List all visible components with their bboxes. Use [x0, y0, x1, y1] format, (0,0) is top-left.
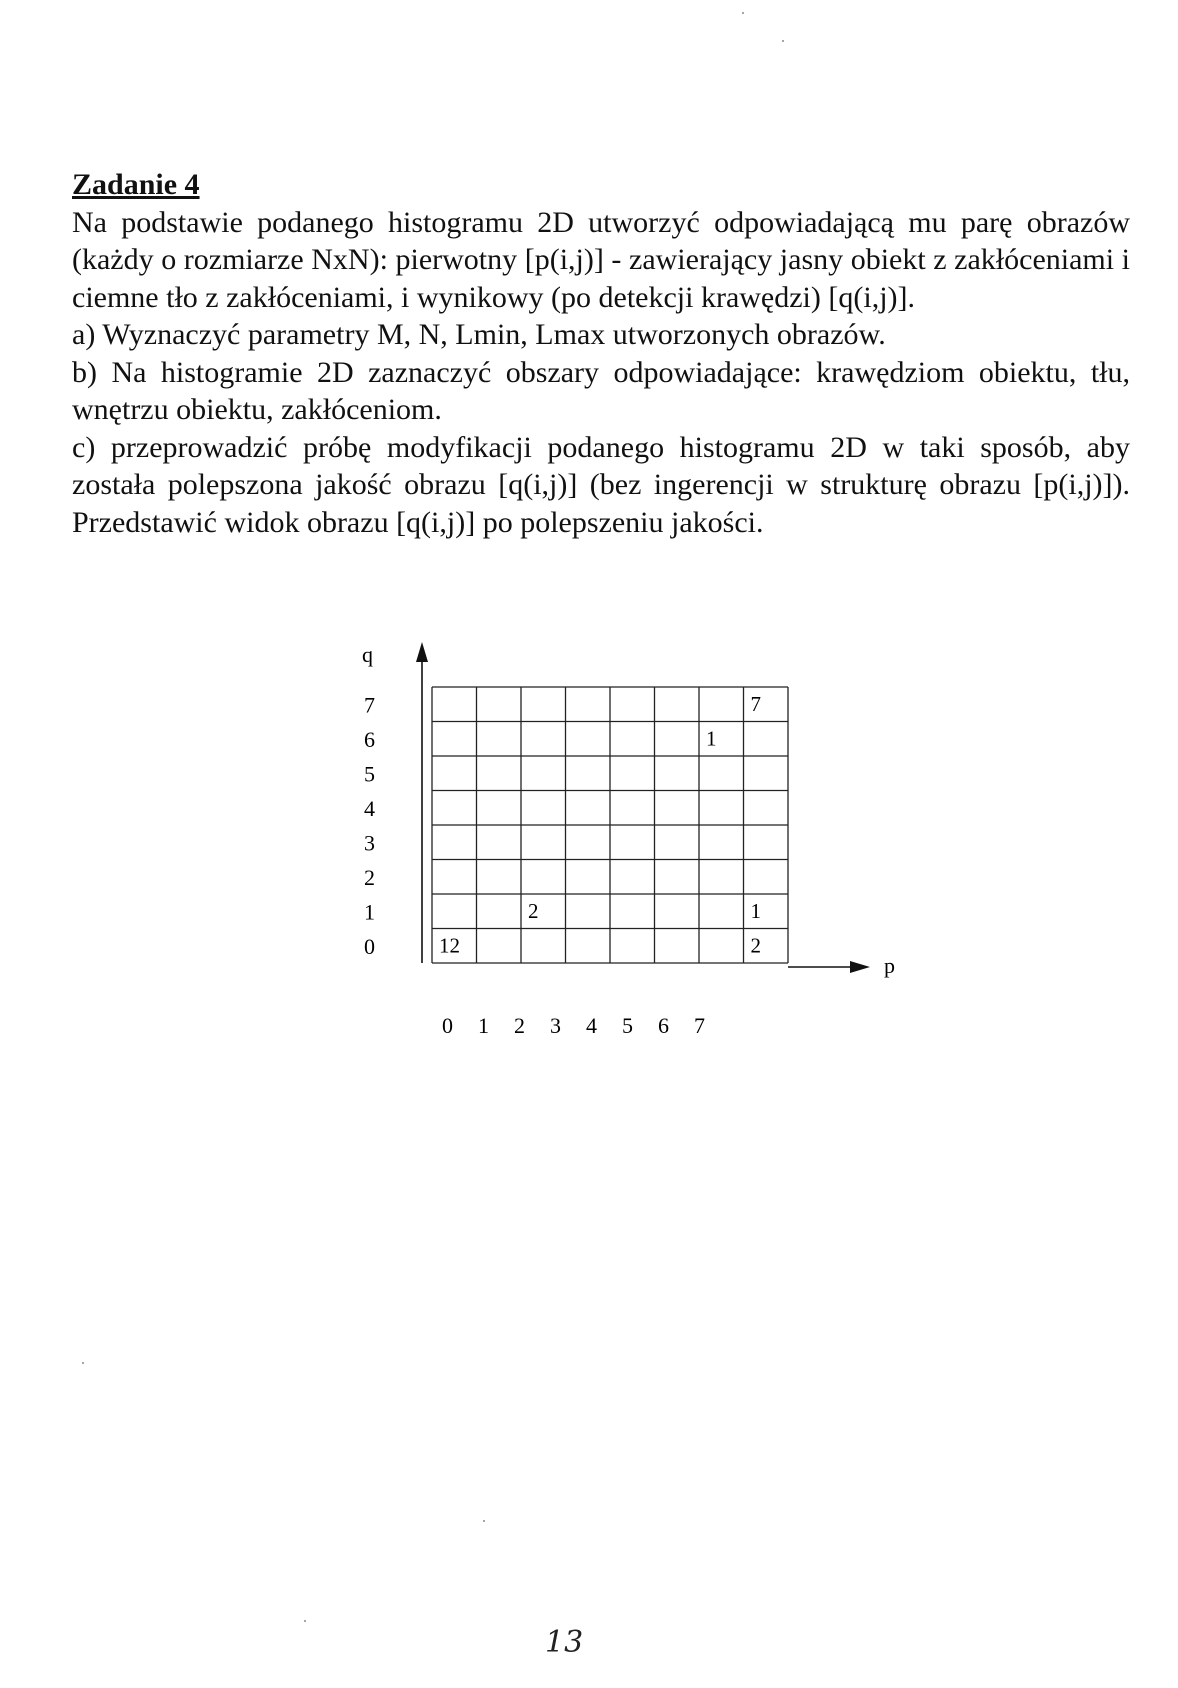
- histogram-cell-value: 12: [439, 933, 460, 958]
- y-tick-label: 4: [364, 795, 375, 821]
- subtask-c: c) przeprowadzić próbę modyfikacji podanego histogramu 2D w taki sposób, aby została polepszona jakość obrazu [q(i,j)] (bez ingerencji w strukturę obrazu [p(i,j)]). Przedstawić widok obrazu [q(i,j)] po polepszeniu jakości.: [72, 430, 1130, 539]
- y-tick-label: 0: [364, 933, 375, 959]
- histogram-cell-value: 7: [750, 692, 761, 716]
- y-tick-label: 7: [364, 692, 375, 718]
- y-tick-label: 1: [364, 899, 375, 925]
- q-axis-label: q: [362, 642, 373, 667]
- x-tick-label: 2: [514, 1013, 525, 1038]
- x-tick-label: 4: [586, 1013, 597, 1038]
- y-tick-label: 5: [364, 761, 375, 787]
- y-tick-label: 6: [364, 726, 375, 752]
- histogram-cell-value: 2: [528, 899, 539, 923]
- histogram-cell-value: 1: [750, 899, 761, 923]
- y-tick-label: 3: [364, 830, 375, 856]
- y-tick-label: 2: [364, 864, 375, 890]
- x-tick-label: 1: [478, 1013, 489, 1038]
- task-intro: Na podstawie podanego histogramu 2D utworzyć odpowiadającą mu parę obrazów (każdy o rozmiarze NxN): pierwotny [p(i,j)] - zawierający jasny obiekt z zakłóceniami i ciemne tło z zakłóceniami, i wynikowy (po detekcji krawędzi) [q(i,j)].: [72, 205, 1130, 314]
- x-tick-label: 6: [658, 1013, 669, 1038]
- histogram-2d: [360, 640, 895, 1038]
- subtask-a: a) Wyznaczyć parametry M, N, Lmin, Lmax utworzonych obrazów.: [72, 318, 886, 351]
- task-title: Zadanie 4: [72, 168, 200, 201]
- scan-speck: [483, 1520, 485, 1522]
- task-section: [72, 166, 1130, 541]
- subtask-b: b) Na histogramie 2D zaznaczyć obszary odpowiadające: krawędziom obiektu, tłu, wnętrzu obiektu, zakłóceniom.: [72, 355, 1130, 426]
- x-tick-label: 0: [442, 1013, 453, 1038]
- page-number: 13: [545, 1625, 584, 1660]
- scan-speck: [742, 12, 744, 14]
- x-tick-label: 5: [622, 1013, 633, 1038]
- q-axis-arrowhead: [416, 642, 428, 662]
- histogram-cell-value: 2: [750, 933, 761, 958]
- p-axis-label: p: [884, 953, 895, 978]
- x-tick-label: 3: [550, 1013, 561, 1038]
- x-tick-label: 7: [694, 1013, 705, 1038]
- histogram-cell-value: 1: [706, 726, 717, 751]
- scan-speck: [82, 1362, 84, 1364]
- scan-speck: [304, 1620, 306, 1622]
- scan-speck: [782, 40, 784, 42]
- p-axis-arrowhead: [850, 961, 870, 973]
